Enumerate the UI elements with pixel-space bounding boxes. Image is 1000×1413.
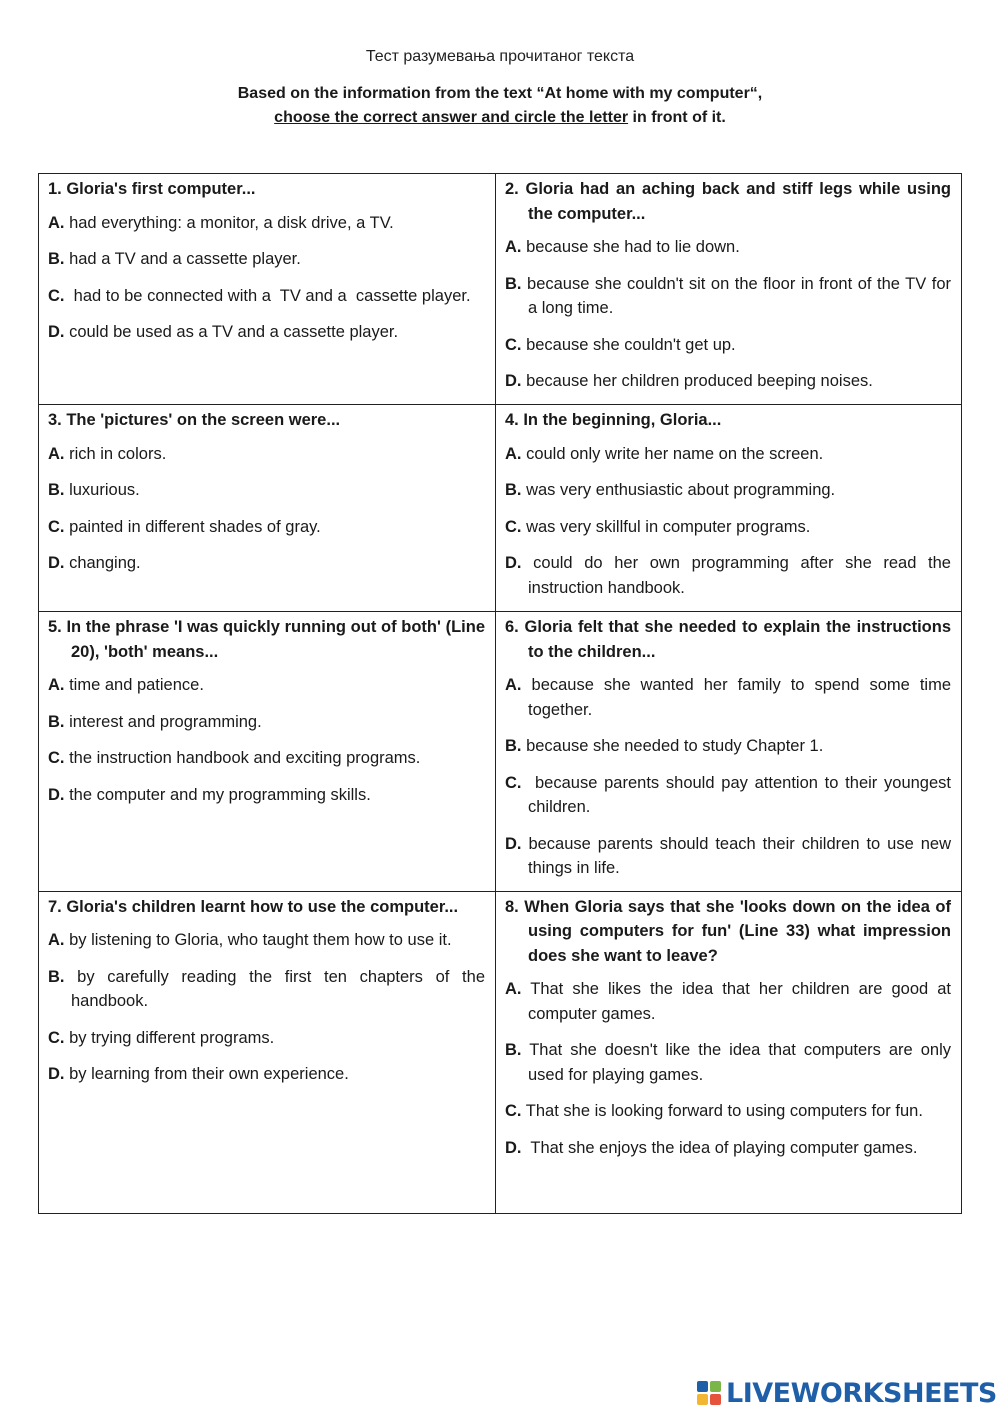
option-letter: A. (48, 676, 65, 694)
option-text: because she had to lie down. (521, 238, 740, 256)
option-letter: A. (505, 444, 522, 463)
answer-option[interactable] (48, 515, 485, 540)
option-letter: A. (505, 238, 522, 256)
option-text: could be used as a TV and a cassette player. (64, 323, 399, 341)
option-text: because her children produced beeping noises. (521, 372, 873, 390)
liveworksheets-logo (697, 1376, 997, 1410)
answer-option[interactable] (505, 977, 956, 1026)
option-text: because she needed to study Chapter 1. (521, 737, 824, 755)
option-letter: A. (505, 676, 522, 694)
answer-option[interactable] (48, 320, 485, 345)
option-letter: A. (48, 444, 65, 463)
answer-option[interactable] (48, 783, 485, 808)
option-letter: C. (48, 749, 65, 767)
option-text: interest and programming. (64, 712, 262, 731)
option-letter: D. (48, 554, 65, 572)
option-text: changing. (64, 554, 141, 572)
option-text: painted in different shades of gray. (64, 517, 321, 536)
instruction-line-2 (0, 106, 1000, 130)
table-row (39, 891, 962, 1213)
option-text: by learning from their own experience. (64, 1065, 349, 1083)
option-text: because parents should pay attention to their youngest children. (521, 773, 956, 816)
question-cell-4 (496, 405, 962, 612)
answer-option[interactable] (48, 478, 485, 503)
logo-square-red (710, 1394, 721, 1405)
answer-option[interactable] (505, 1136, 951, 1161)
question-cell-6 (496, 612, 962, 892)
option-letter: C. (505, 517, 522, 536)
option-text: had everything: a monitor, a disk drive, a TV. (64, 213, 394, 232)
option-letter: D. (505, 554, 522, 572)
question-text: 6. Gloria felt that she needed to explain the instructions to the children... (505, 618, 951, 661)
instructions (0, 82, 1000, 130)
option-letter: D. (505, 1138, 522, 1157)
answer-option[interactable] (505, 515, 951, 540)
option-letter: B. (48, 712, 65, 731)
option-letter: B. (48, 250, 65, 268)
option-letter: B. (505, 274, 522, 293)
option-letter: D. (505, 372, 522, 390)
option-text: luxurious. (64, 481, 140, 499)
option-text: could only write her name on the screen. (521, 444, 824, 463)
answer-option[interactable] (505, 551, 956, 600)
question-text: 4. In the beginning, Gloria... (505, 411, 722, 429)
option-letter: D. (505, 834, 522, 853)
logo-square-green (710, 1381, 721, 1392)
option-letter: B. (48, 481, 65, 499)
logo-square-yellow (697, 1394, 708, 1405)
question-text: 2. Gloria had an aching back and stiff legs while using the computer... (505, 180, 951, 223)
answer-option[interactable] (505, 333, 951, 358)
answer-option[interactable] (48, 673, 485, 698)
answer-option[interactable] (505, 734, 951, 759)
question-cell-7 (39, 891, 496, 1213)
option-text: time and patience. (64, 676, 204, 694)
option-text: That she enjoys the idea of playing computer games. (521, 1138, 918, 1157)
option-letter: A. (48, 213, 65, 232)
answer-option[interactable] (48, 247, 485, 272)
question-cell-3 (39, 405, 496, 612)
question-text: 8. When Gloria says that she 'looks down on the idea of using computers for fun' (Line 33) what impression does she want to leave? (505, 897, 951, 965)
option-text: had to be connected with a TV and a cassette player. (64, 286, 471, 305)
option-letter: B. (48, 967, 65, 986)
option-text: That she is looking forward to using computers for fun. (521, 1102, 923, 1120)
option-text: because she wanted her family to spend some time together. (521, 676, 956, 719)
option-text: by listening to Gloria, who taught them how to use it. (64, 931, 452, 949)
option-text: because she couldn't sit on the floor in front of the TV for a long time. (521, 274, 956, 317)
answer-option[interactable] (505, 1038, 956, 1087)
option-letter: C. (48, 517, 65, 536)
answer-option[interactable] (505, 369, 951, 394)
answer-option[interactable] (48, 211, 485, 236)
option-letter: C. (505, 335, 522, 354)
option-text: was very skillful in computer programs. (521, 517, 811, 536)
answer-option[interactable] (48, 1026, 485, 1051)
option-letter: D. (48, 785, 65, 804)
question-text: 3. The 'pictures' on the screen were... (48, 411, 341, 429)
question-cell-2 (496, 174, 962, 405)
option-text: That she doesn't like the idea that computers are only used for playing games. (521, 1041, 956, 1084)
option-text: by carefully reading the first ten chapters of the handbook. (64, 967, 490, 1010)
option-text: because she couldn't get up. (521, 335, 736, 354)
option-letter: B. (505, 1041, 522, 1059)
answer-option[interactable] (48, 551, 485, 576)
option-text: was very enthusiastic about programming. (521, 481, 836, 499)
liveworksheets-logo-icon (697, 1381, 721, 1405)
answer-option[interactable] (505, 235, 951, 260)
answer-option[interactable] (48, 284, 485, 309)
answer-option[interactable] (48, 442, 485, 467)
option-text: could do her own programming after she read the instruction handbook. (521, 554, 956, 597)
answer-option[interactable] (48, 1062, 485, 1087)
option-letter: C. (48, 1028, 65, 1047)
option-text: had a TV and a cassette player. (64, 250, 301, 268)
instruction-underlined: choose the correct answer and circle the letter (274, 109, 629, 126)
option-letter: D. (48, 323, 65, 341)
option-text: because parents should teach their children to use new things in life. (521, 834, 956, 877)
answer-option[interactable] (505, 673, 956, 722)
question-text: 7. Gloria's children learnt how to use the computer... (48, 897, 459, 916)
answer-option[interactable] (505, 442, 951, 467)
answer-option[interactable] (48, 710, 485, 735)
option-letter: D. (48, 1065, 65, 1083)
page-title: Тест разумевања прочитаног текста (365, 48, 635, 65)
table-row (39, 612, 962, 892)
option-letter: A. (505, 980, 522, 998)
option-text: the computer and my programming skills. (64, 785, 371, 804)
quiz-table (38, 173, 962, 1214)
answer-option[interactable] (505, 272, 956, 321)
answer-option[interactable] (505, 771, 956, 820)
option-text: the instruction handbook and exciting programs. (64, 749, 421, 767)
option-letter: C. (505, 1102, 522, 1120)
option-letter: C. (505, 773, 522, 792)
logo-square-blue (697, 1381, 708, 1392)
question-cell-8 (496, 891, 962, 1213)
question-text: 1. Gloria's first computer... (48, 180, 256, 198)
answer-option[interactable] (48, 746, 485, 771)
answer-option[interactable] (505, 478, 951, 503)
option-letter: C. (48, 286, 65, 305)
option-text: by trying different programs. (64, 1028, 275, 1047)
option-letter: B. (505, 481, 522, 499)
answer-option[interactable] (505, 832, 956, 881)
table-row (39, 174, 962, 405)
answer-option[interactable] (505, 1099, 951, 1124)
option-text: That she likes the idea that her children are good at computer games. (521, 980, 956, 1023)
question-cell-1 (39, 174, 496, 405)
instruction-line-1: Based on the information from the text “At home with my computer“, (237, 85, 763, 102)
question-text: 5. In the phrase 'I was quickly running out of both' (Line 20), 'both' means... (48, 618, 485, 661)
option-letter: A. (48, 931, 65, 949)
answer-option[interactable] (48, 928, 485, 953)
option-text: rich in colors. (64, 444, 167, 463)
question-cell-5 (39, 612, 496, 892)
table-row (39, 405, 962, 612)
logo-text: LIVEWORKSHEETS (726, 1377, 997, 1409)
answer-option[interactable] (48, 965, 490, 1014)
instruction-tail: in front of it. (628, 109, 726, 126)
option-letter: B. (505, 737, 522, 755)
